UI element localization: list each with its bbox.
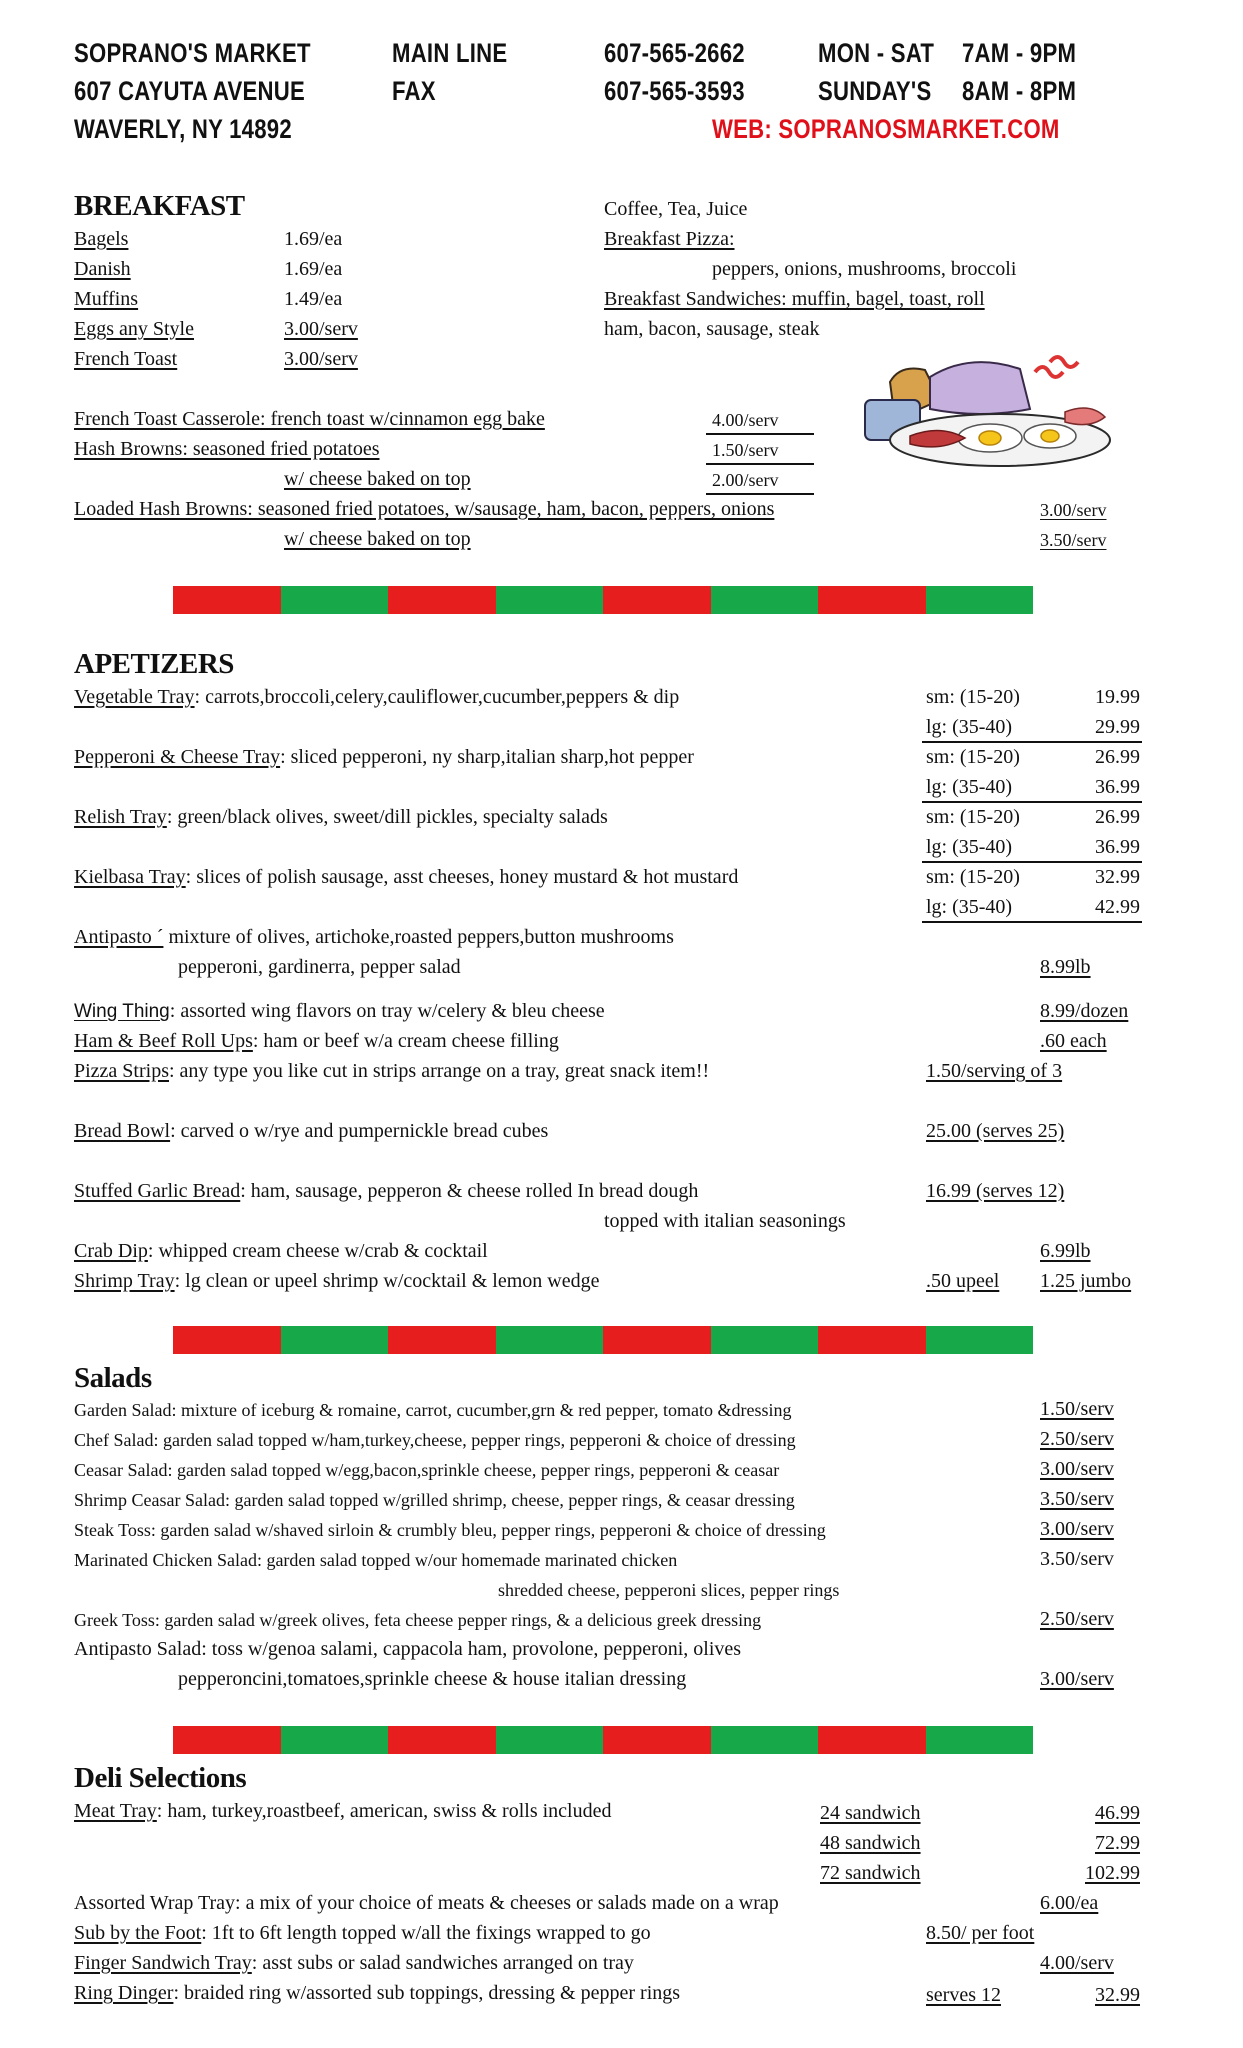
- antipasto-description: [74, 926, 674, 949]
- wing-price: 8.99/dozen: [1040, 1000, 1129, 1022]
- salad-item: Ceasar Salad: garden salad topped w/egg,bacon,sprinkle cheese, pepper rings, pepperoni & ceasar: [74, 1460, 780, 1480]
- finger-tray-description: [74, 1952, 634, 1975]
- item-name: Ring Dinger: [74, 1982, 174, 2004]
- salad-item: Shrimp Ceasar Salad: garden salad topped w/grilled shrimp, cheese, pepper rings, & ceasar dressing: [74, 1490, 795, 1510]
- price-large: 29.99: [1095, 716, 1140, 738]
- ring-dinger-description: [74, 1982, 680, 2005]
- meat-tray-size: 24 sandwich: [820, 1802, 921, 1824]
- size-large: lg: (35-40): [926, 836, 1013, 858]
- size-small: sm: (15-20): [926, 806, 1020, 828]
- menu-item-price: 3.00/serv: [284, 318, 358, 340]
- menu-item-price: 1.69/ea: [284, 228, 343, 250]
- salad-item: Antipasto Salad: toss w/genoa salami, cappacola ham, provolone, pepperoni, olives: [74, 1638, 742, 1660]
- salad-desc-2: pepperoncini,tomatoes,sprinkle cheese & house italian dressing: [178, 1668, 687, 1690]
- tray-description: [74, 866, 738, 889]
- rule: [922, 861, 1142, 863]
- rule: [706, 433, 814, 435]
- bread-bowl-price: 25.00 (serves 25): [926, 1120, 1065, 1142]
- size-small: sm: (15-20): [926, 866, 1020, 888]
- casserole-name: French Toast Casserole: french toast w/cinnamon egg bake: [74, 408, 545, 430]
- breakfast-pizza-toppings: peppers, onions, mushrooms, broccoli: [712, 258, 1017, 280]
- salad-item: Steak Toss: garden salad w/shaved sirloin & crumbly bleu, pepper rings, pepperoni & choice of dressing: [74, 1520, 826, 1540]
- menu-item-name: Bagels: [74, 228, 129, 250]
- finger-tray-price: 4.00/serv: [1040, 1952, 1114, 1974]
- sub-description: [74, 1922, 651, 1945]
- breakfast-sandwich-fillings: ham, bacon, sausage, steak: [604, 318, 820, 340]
- main-line-label: MAIN LINE: [392, 38, 508, 68]
- menu-item-name: Muffins: [74, 288, 139, 310]
- days-sunday: SUNDAY'S: [818, 76, 932, 106]
- italian-flag-divider: [173, 1726, 1033, 1754]
- ring-dinger-price: 32.99: [1095, 1984, 1140, 2006]
- tray-desc: : carrots,broccoli,celery,cauliflower,cucumber,peppers & dip: [194, 686, 680, 708]
- ring-dinger-serves: serves 12: [926, 1984, 1001, 2006]
- tray-description: [74, 746, 694, 769]
- item-desc: mixture of olives, artichoke,roasted peppers,button mushrooms: [163, 926, 674, 948]
- breakfast-pizza-label: Breakfast Pizza:: [604, 228, 735, 250]
- item-desc: : any type you like cut in strips arrange on a tray, great snack item!!: [169, 1060, 710, 1082]
- item-name: Ham & Beef Roll Ups: [74, 1030, 253, 1052]
- menu-item-name: Danish: [74, 258, 131, 280]
- salad-price: 3.00/serv: [1040, 1458, 1114, 1480]
- tray-description: [74, 686, 679, 709]
- crab-dip-price: 6.99lb: [1040, 1240, 1091, 1262]
- size-small: sm: (15-20): [926, 746, 1020, 768]
- antipasto-desc-2: pepperoni, gardinerra, pepper salad: [178, 956, 461, 978]
- section-title: BREAKFAST: [74, 190, 245, 222]
- rollups-price: .60 each: [1040, 1030, 1107, 1052]
- hash-browns-cheese-price: 2.00/serv: [712, 470, 779, 490]
- menu-item-name: French Toast: [74, 348, 178, 370]
- menu-item-name: Eggs any Style: [74, 318, 194, 340]
- meat-tray-price: 72.99: [1095, 1832, 1140, 1854]
- salad-price: 3.00/serv: [1040, 1518, 1114, 1540]
- website-link[interactable]: WEB: SOPRANOSMARKET.COM: [712, 114, 1060, 144]
- antipasto-price: 8.99lb: [1040, 956, 1091, 978]
- rule: [922, 801, 1142, 803]
- salad-price: 2.50/serv: [1040, 1428, 1114, 1450]
- wrap-tray-price: 6.00/ea: [1040, 1892, 1099, 1914]
- item-desc: : assorted wing flavors on tray w/celery & bleu cheese: [169, 1000, 605, 1022]
- item-name: Shrimp Tray: [74, 1270, 175, 1292]
- menu-item-price: 3.00/serv: [284, 348, 358, 370]
- loaded-hash-cheese: w/ cheese baked on top: [284, 528, 471, 550]
- item-desc: : ham or beef w/a cream cheese filling: [252, 1030, 559, 1052]
- item-name: Finger Sandwich Tray: [74, 1952, 252, 1974]
- item-name: Stuffed Garlic Bread: [74, 1180, 241, 1202]
- italian-flag-divider: [173, 586, 1033, 614]
- salad-desc-2: shredded cheese, pepperoni slices, pepper rings: [498, 1580, 840, 1600]
- rule: [922, 741, 1142, 743]
- crab-dip-description: [74, 1240, 488, 1263]
- item-desc: : asst subs or salad sandwiches arranged on tray: [251, 1952, 634, 1974]
- section-title: Deli Selections: [74, 1762, 247, 1794]
- price-small: 32.99: [1095, 866, 1140, 888]
- loaded-hash-price: 3.00/serv: [1040, 500, 1107, 520]
- pizza-strips-description: [74, 1060, 709, 1083]
- italian-flag-divider: [173, 1326, 1033, 1354]
- item-desc: : ham, turkey,roastbeef, american, swiss & rolls included: [156, 1800, 612, 1822]
- item-name: Bread Bowl: [74, 1120, 171, 1142]
- hash-browns-name: Hash Browns: seasoned fried potatoes: [74, 438, 380, 460]
- store-city: WAVERLY, NY 14892: [74, 114, 292, 144]
- tray-desc: : sliced pepperoni, ny sharp,italian sharp,hot pepper: [280, 746, 694, 768]
- rule: [706, 463, 814, 465]
- main-phone: 607-565-2662: [604, 38, 745, 68]
- price-large: 36.99: [1095, 836, 1140, 858]
- loaded-hash-cheese-price: 3.50/serv: [1040, 530, 1107, 550]
- meat-tray-size: 48 sandwich: [820, 1832, 921, 1854]
- menu-item-price: 1.69/ea: [284, 258, 343, 280]
- section-title: Salads: [74, 1362, 152, 1394]
- breakfast-plate-illustration: [850, 352, 1125, 472]
- salad-price: 2.50/serv: [1040, 1608, 1114, 1630]
- shrimp-price-upeel: .50 upeel: [926, 1270, 1000, 1292]
- meat-tray-price: 102.99: [1085, 1862, 1140, 1884]
- store-name: SOPRANO'S MARKET: [74, 38, 311, 68]
- price-small: 19.99: [1095, 686, 1140, 708]
- meat-tray-description: [74, 1800, 611, 1823]
- bread-bowl-description: [74, 1120, 548, 1143]
- meat-tray-size: 72 sandwich: [820, 1862, 921, 1884]
- item-desc: : lg clean or upeel shrimp w/cocktail & lemon wedge: [174, 1270, 600, 1292]
- price-small: 26.99: [1095, 806, 1140, 828]
- hash-browns-cheese: w/ cheese baked on top: [284, 468, 471, 490]
- shrimp-price-jumbo: 1.25 jumbo: [1040, 1270, 1132, 1292]
- salad-price: 3.50/serv: [1040, 1488, 1114, 1510]
- store-street: 607 CAYUTA AVENUE: [74, 76, 305, 106]
- salad-item: Marinated Chicken Salad: garden salad topped w/our homemade marinated chicken: [74, 1550, 678, 1570]
- salad-price: 1.50/serv: [1040, 1398, 1114, 1420]
- tray-desc: : slices of polish sausage, asst cheeses, honey mustard & hot mustard: [185, 866, 739, 888]
- item-desc: : braided ring w/assorted sub toppings, dressing & pepper rings: [173, 1982, 681, 2004]
- size-large: lg: (35-40): [926, 716, 1013, 738]
- fax-phone: 607-565-3593: [604, 76, 745, 106]
- days-weekday: MON - SAT: [818, 38, 935, 68]
- size-small: sm: (15-20): [926, 686, 1020, 708]
- rule: [706, 493, 814, 495]
- meat-tray-price: 46.99: [1095, 1802, 1140, 1824]
- item-desc: : carved o w/rye and pumpernickle bread cubes: [170, 1120, 549, 1142]
- pizza-strips-price: 1.50/serving of 3: [926, 1060, 1063, 1082]
- loaded-hash-name: Loaded Hash Browns: seasoned fried potatoes, w/sausage, ham, bacon, peppers, onions: [74, 498, 775, 520]
- salad-price: 3.00/serv: [1040, 1668, 1114, 1690]
- item-name: Pizza Strips: [74, 1060, 169, 1082]
- beverages-text: Coffee, Tea, Juice: [604, 198, 748, 220]
- item-name: Sub by the Foot: [74, 1922, 202, 1944]
- hours-sunday: 8AM - 8PM: [962, 76, 1077, 106]
- wing-description: [74, 1000, 605, 1023]
- price-large: 42.99: [1095, 896, 1140, 918]
- fax-label: FAX: [392, 76, 436, 106]
- casserole-price: 4.00/serv: [712, 410, 779, 430]
- wrap-tray-description: Assorted Wrap Tray: a mix of your choice of meats & cheeses or salads made on a wrap: [74, 1892, 779, 1914]
- section-title: APETIZERS: [74, 648, 234, 680]
- salad-item: Greek Toss: garden salad w/greek olives, feta cheese pepper rings, & a delicious greek dressing: [74, 1610, 762, 1630]
- hours-weekday: 7AM - 9PM: [962, 38, 1077, 68]
- item-desc: : ham, sausage, pepperon & cheese rolled In bread dough: [240, 1180, 699, 1202]
- tray-name: Pepperoni & Cheese Tray: [74, 746, 281, 768]
- sub-price: 8.50/ per foot: [926, 1922, 1035, 1944]
- size-large: lg: (35-40): [926, 896, 1013, 918]
- size-large: lg: (35-40): [926, 776, 1013, 798]
- shrimp-tray-description: [74, 1270, 599, 1293]
- item-name: Crab Dip: [74, 1240, 148, 1262]
- salad-item: Chef Salad: garden salad topped w/ham,turkey,cheese, pepper rings, pepperoni & choice of dressing: [74, 1430, 796, 1450]
- rule: [922, 921, 1142, 923]
- tray-description: [74, 806, 608, 829]
- tray-name: Vegetable Tray: [74, 686, 195, 708]
- tray-desc: : green/black olives, sweet/dill pickles, specialty salads: [166, 806, 608, 828]
- tray-name: Relish Tray: [74, 806, 167, 828]
- hash-browns-price: 1.50/serv: [712, 440, 779, 460]
- tray-name: Kielbasa Tray: [74, 866, 186, 888]
- garlic-bread-price: 16.99 (serves 12): [926, 1180, 1065, 1202]
- salad-item: Garden Salad: mixture of iceburg & romaine, carrot, cucumber,grn & red pepper, tomato &dressing: [74, 1400, 792, 1420]
- rollups-description: [74, 1030, 559, 1053]
- item-name: Wing Thing: [74, 1001, 170, 1022]
- item-desc: : whipped cream cheese w/crab & cocktail: [147, 1240, 488, 1262]
- garlic-bread-desc-2: topped with italian seasonings: [604, 1210, 846, 1232]
- price-large: 36.99: [1095, 776, 1140, 798]
- salad-price: 3.50/serv: [1040, 1548, 1114, 1570]
- garlic-bread-description: [74, 1180, 698, 1203]
- breakfast-sandwich-label: Breakfast Sandwiches: muffin, bagel, toast, roll: [604, 288, 985, 310]
- item-name: Antipasto ´: [74, 926, 164, 948]
- price-small: 26.99: [1095, 746, 1140, 768]
- menu-item-price: 1.49/ea: [284, 288, 343, 310]
- item-name: Meat Tray: [74, 1800, 157, 1822]
- item-desc: : 1ft to 6ft length topped w/all the fixings wrapped to go: [201, 1922, 651, 1944]
